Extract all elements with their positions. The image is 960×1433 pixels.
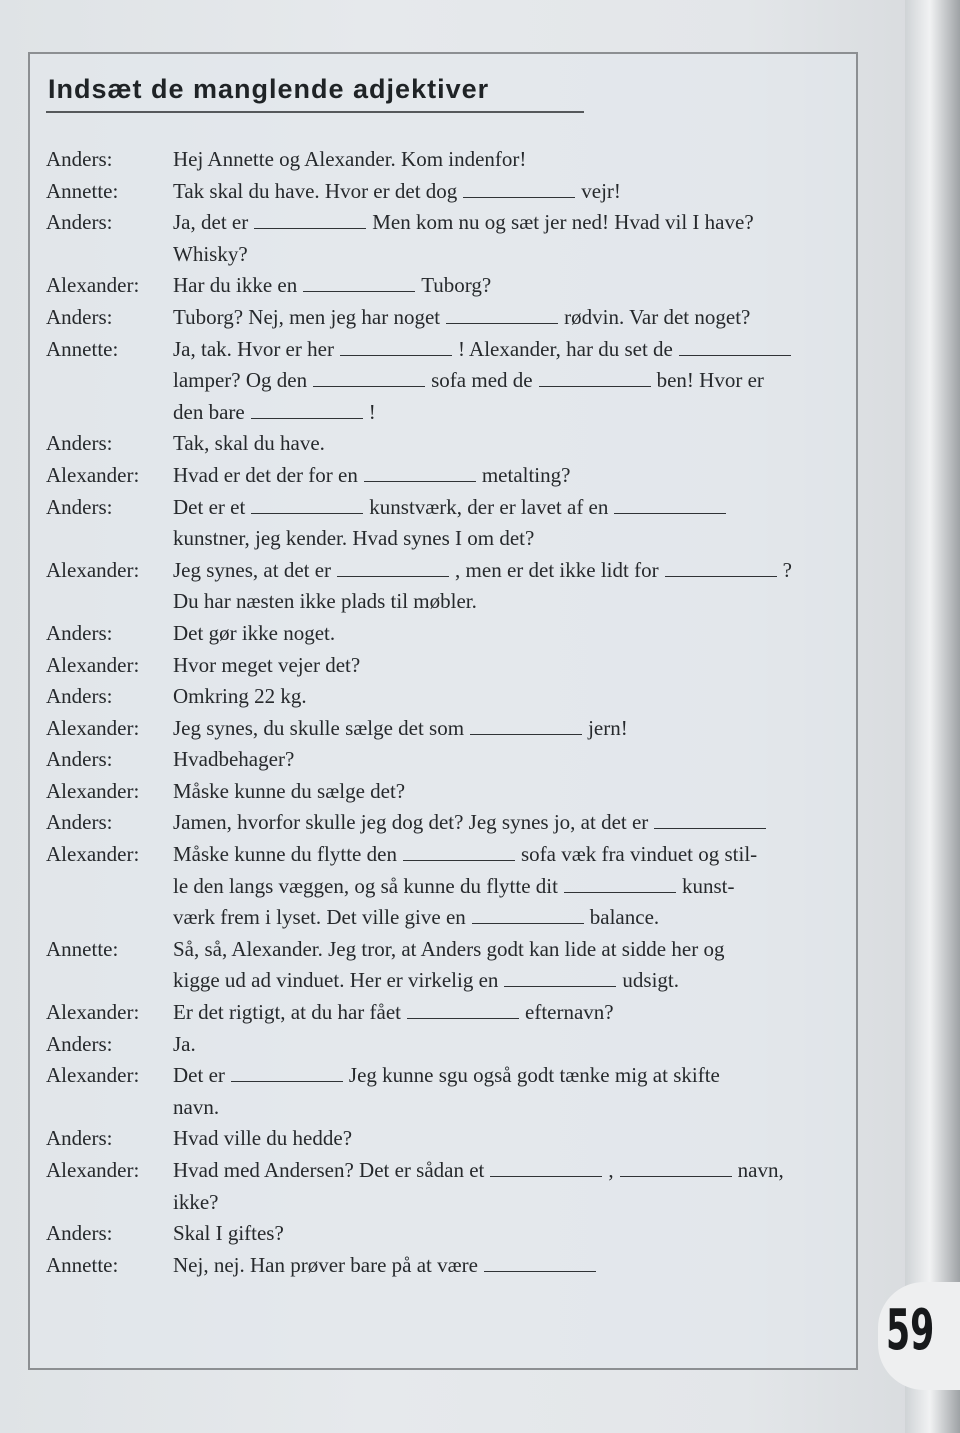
text-segment: Omkring 22 kg.: [173, 684, 307, 709]
speaker-name: Annette:: [46, 936, 119, 961]
dialogue-text: [173, 1155, 846, 1218]
dialogue-row: [46, 807, 846, 839]
text-segment: Ja, det er: [173, 210, 249, 235]
dialogue-row: [46, 302, 846, 334]
dialogue-text: [173, 744, 846, 776]
text-segment: Whisky?: [173, 241, 248, 266]
dialogue-text: [173, 1218, 846, 1250]
text-segment: Det er: [173, 1063, 225, 1088]
speaker-name: Anders:: [46, 684, 113, 709]
text-segment: sofa med de: [431, 368, 533, 393]
text-segment: Ja, tak. Hvor er her: [173, 336, 334, 361]
answer-blank: [463, 181, 575, 198]
speaker-name: Alexander:: [46, 1158, 140, 1182]
text-segment: , men er det ikke lidt for: [455, 557, 659, 582]
text-segment: Jeg kunne sgu også godt tænke mig at skifte: [348, 1063, 720, 1088]
speaker-name: Alexander:: [46, 273, 140, 298]
speaker-name: Anders:: [46, 620, 113, 645]
text-segment: Måske kunne du sælge det?: [173, 778, 406, 803]
dialogue-text: [173, 1060, 846, 1123]
dialogue-text: [173, 713, 846, 745]
dialogue-row: [46, 492, 846, 555]
text-line: [173, 460, 846, 492]
title-underline: [46, 111, 584, 113]
speaker-name: Alexander:: [46, 715, 140, 740]
text-segment: Tuborg? Nej, men jeg har noget: [173, 304, 441, 329]
speaker-name: Anders:: [46, 210, 113, 235]
speaker-name: Anders:: [46, 147, 113, 171]
text-line: [173, 650, 846, 682]
text-segment: Nej, nej. Han prøver bare på at være: [173, 1252, 478, 1277]
speaker-name: Alexander:: [46, 652, 140, 677]
text-segment: Men kom nu og sæt jer ned! Hvad vil I have?: [372, 210, 754, 235]
text-line: [173, 902, 846, 934]
text-segment: Hvadbehager?: [173, 747, 295, 772]
text-segment: Jeg synes, at det er: [173, 557, 332, 582]
dialogue-text: [173, 302, 846, 334]
text-line: [173, 270, 846, 302]
dialogue-row: [46, 176, 846, 208]
text-segment: vejr!: [581, 178, 621, 203]
text-line: [173, 239, 846, 271]
dialogue-row: [46, 1060, 846, 1123]
answer-blank: [251, 402, 363, 419]
answer-blank: [620, 1160, 732, 1177]
answer-blank: [472, 907, 584, 924]
text-segment: sofa væk fra vinduet og stil-: [520, 842, 758, 867]
text-line: [173, 1029, 846, 1061]
text-line: [173, 934, 846, 966]
text-line: [173, 618, 846, 650]
text-line: [173, 365, 846, 397]
dialogue-text: [173, 1250, 846, 1282]
text-line: [173, 681, 846, 713]
dialogue-row: [46, 334, 846, 429]
dialogue-row: [46, 1250, 846, 1282]
dialogue-row: [46, 776, 846, 808]
text-segment: ikke?: [173, 1189, 219, 1214]
dialogue-text: [173, 270, 846, 302]
text-segment: ,: [608, 1158, 614, 1182]
text-segment: efternavn?: [525, 1000, 614, 1025]
speaker-name: Anders:: [46, 1221, 113, 1246]
speaker-name: Anders:: [46, 431, 113, 456]
speaker-name: Anders:: [46, 1031, 113, 1056]
dialogue-row: [46, 207, 846, 270]
text-line: [173, 744, 846, 776]
answer-blank: [504, 970, 616, 987]
text-segment: balance.: [589, 905, 660, 930]
text-line: [173, 397, 846, 429]
text-segment: Jamen, hvorfor skulle jeg dog det? Jeg synes jo, at det er: [173, 810, 649, 835]
answer-blank: [679, 339, 791, 356]
speaker-name: Anders:: [46, 747, 113, 772]
text-segment: Det er et: [173, 494, 246, 519]
answer-blank: [665, 560, 777, 577]
text-line: [173, 492, 846, 524]
answer-blank: [313, 370, 425, 387]
dialogue-text: [173, 839, 846, 934]
dialogue-row: [46, 713, 846, 745]
text-segment: kunst-: [681, 873, 735, 898]
dialogue-text: [173, 492, 846, 555]
dialogue-row: [46, 618, 846, 650]
text-segment: Tak, skal du have.: [173, 431, 325, 456]
answer-blank: [470, 718, 582, 735]
answer-blank: [446, 307, 558, 324]
text-line: [173, 965, 846, 997]
dialogue-text: [173, 776, 846, 808]
dialogue-row: [46, 681, 846, 713]
text-line: [173, 334, 846, 366]
text-segment: Hvad ville du hedde?: [173, 1126, 353, 1151]
dialogue-text: [173, 807, 846, 839]
text-line: [173, 776, 846, 808]
answer-blank: [407, 1002, 519, 1019]
answer-blank: [337, 560, 449, 577]
text-segment: Hvor meget vejer det?: [173, 652, 361, 677]
dialogue-row: [46, 555, 846, 618]
speaker-name: Alexander:: [46, 1063, 140, 1088]
text-segment: Er det rigtigt, at du har fået: [173, 1000, 401, 1025]
dialogue-text: [173, 1123, 846, 1155]
answer-blank: [303, 275, 415, 292]
dialogue-text: [173, 650, 846, 682]
speaker-name: Anders:: [46, 1126, 113, 1151]
dialogue-text: [173, 934, 846, 997]
text-segment: Ja.: [173, 1031, 196, 1056]
dialogue-row: [46, 270, 846, 302]
page-number: 59: [886, 1298, 935, 1363]
answer-blank: [254, 212, 366, 229]
dialogue-row: [46, 1155, 846, 1218]
text-segment: ben! Hvor er: [656, 368, 764, 393]
text-line: [173, 1123, 846, 1155]
speaker-name: Alexander:: [46, 462, 140, 487]
text-line: [173, 144, 846, 176]
text-line: [173, 871, 846, 903]
text-line: [173, 839, 846, 871]
speaker-name: Annette:: [46, 336, 119, 361]
text-segment: ! Alexander, har du set de: [457, 336, 673, 361]
speaker-name: Anders:: [46, 494, 113, 519]
answer-blank: [654, 812, 766, 829]
speaker-name: Annette:: [46, 178, 119, 203]
text-segment: kunstværk, der er lavet af en: [369, 494, 609, 519]
text-segment: navn,: [737, 1158, 784, 1182]
speaker-name: Alexander:: [46, 557, 140, 582]
text-line: [173, 1155, 846, 1187]
dialogue-text: [173, 1029, 846, 1061]
text-segment: Så, så, Alexander. Jeg tror, at Anders godt kan lide at sidde her og: [173, 936, 725, 961]
text-segment: Hvad er det der for en: [173, 462, 358, 487]
text-segment: Skal I giftes?: [173, 1221, 284, 1246]
text-segment: Tak skal du have. Hvor er det dog: [173, 178, 458, 203]
dialogue-text: [173, 144, 846, 176]
speaker-name: Alexander:: [46, 842, 140, 867]
text-segment: Hvad med Andersen? Det er sådan et: [173, 1158, 485, 1182]
text-segment: udsigt.: [622, 968, 679, 993]
text-line: [173, 207, 846, 239]
dialogue-text: [173, 681, 846, 713]
dialogue-text: [173, 555, 846, 618]
text-line: [173, 1060, 846, 1092]
text-segment: Hej Annette og Alexander. Kom indenfor!: [173, 147, 527, 171]
text-segment: !: [368, 399, 376, 424]
answer-blank: [564, 876, 676, 893]
exercise-title: Indsæt de manglende adjektiver: [48, 74, 490, 104]
answer-blank: [231, 1065, 343, 1082]
dialogue-text: [173, 207, 846, 270]
text-line: [173, 586, 846, 618]
answer-blank: [403, 844, 515, 861]
answer-blank: [364, 465, 476, 482]
text-segment: Jeg synes, du skulle sælge det som: [173, 715, 465, 740]
text-segment: jern!: [588, 715, 628, 740]
speaker-name: Anders:: [46, 810, 113, 835]
dialogue-row: [46, 1218, 846, 1250]
dialogue-row: [46, 1029, 846, 1061]
text-segment: værk frem i lyset. Det ville give en: [173, 905, 466, 930]
text-line: [173, 302, 846, 334]
dialogue-row: [46, 144, 846, 176]
dialogue-text: [173, 176, 846, 208]
text-segment: lamper? Og den: [173, 368, 308, 393]
dialogue-row: [46, 428, 846, 460]
dialogue-text: [173, 334, 846, 429]
text-line: [173, 1187, 846, 1219]
text-segment: navn.: [173, 1094, 220, 1119]
text-segment: Har du ikke en: [173, 273, 298, 298]
speaker-name: Anders:: [46, 304, 113, 329]
answer-blank: [484, 1255, 596, 1272]
dialogue-list: [46, 144, 846, 1281]
text-segment: Det gør ikke noget.: [173, 620, 336, 645]
speaker-name: Alexander:: [46, 1000, 140, 1025]
dialogue-row: [46, 460, 846, 492]
dialogue-text: [173, 460, 846, 492]
answer-blank: [251, 497, 363, 514]
text-segment: Du har næsten ikke plads til møbler.: [173, 589, 477, 614]
text-segment: le den langs væggen, og så kunne du flytte dit: [173, 873, 558, 898]
text-segment: metalting?: [481, 462, 571, 487]
text-line: [173, 176, 846, 208]
speaker-name: Annette:: [46, 1252, 119, 1277]
dialogue-row: [46, 1123, 846, 1155]
answer-blank: [539, 370, 651, 387]
dialogue-text: [173, 428, 846, 460]
text-line: [173, 997, 846, 1029]
text-line: [173, 555, 846, 587]
text-segment: ?: [782, 557, 792, 582]
text-line: [173, 807, 846, 839]
text-line: [173, 1250, 846, 1282]
text-line: [173, 523, 846, 555]
dialogue-text: [173, 997, 846, 1029]
answer-blank: [340, 339, 452, 356]
text-segment: den bare: [173, 399, 245, 424]
text-segment: Tuborg?: [421, 273, 492, 298]
answer-blank: [614, 497, 726, 514]
dialogue-row: [46, 744, 846, 776]
answer-blank: [490, 1160, 602, 1177]
text-segment: Måske kunne du flytte den: [173, 842, 397, 867]
dialogue-row: [46, 839, 846, 934]
dialogue-row: [46, 997, 846, 1029]
text-segment: rødvin. Var det noget?: [564, 304, 751, 329]
page-edge: [905, 0, 960, 1433]
text-line: [173, 1218, 846, 1250]
speaker-name: Alexander:: [46, 778, 140, 803]
text-line: [173, 713, 846, 745]
text-line: [173, 1092, 846, 1124]
dialogue-text: [173, 618, 846, 650]
text-segment: kigge ud ad vinduet. Her er virkelig en: [173, 968, 499, 993]
text-line: [173, 428, 846, 460]
text-segment: kunstner, jeg kender. Hvad synes I om det?: [173, 526, 535, 551]
dialogue-row: [46, 650, 846, 682]
dialogue-row: [46, 934, 846, 997]
